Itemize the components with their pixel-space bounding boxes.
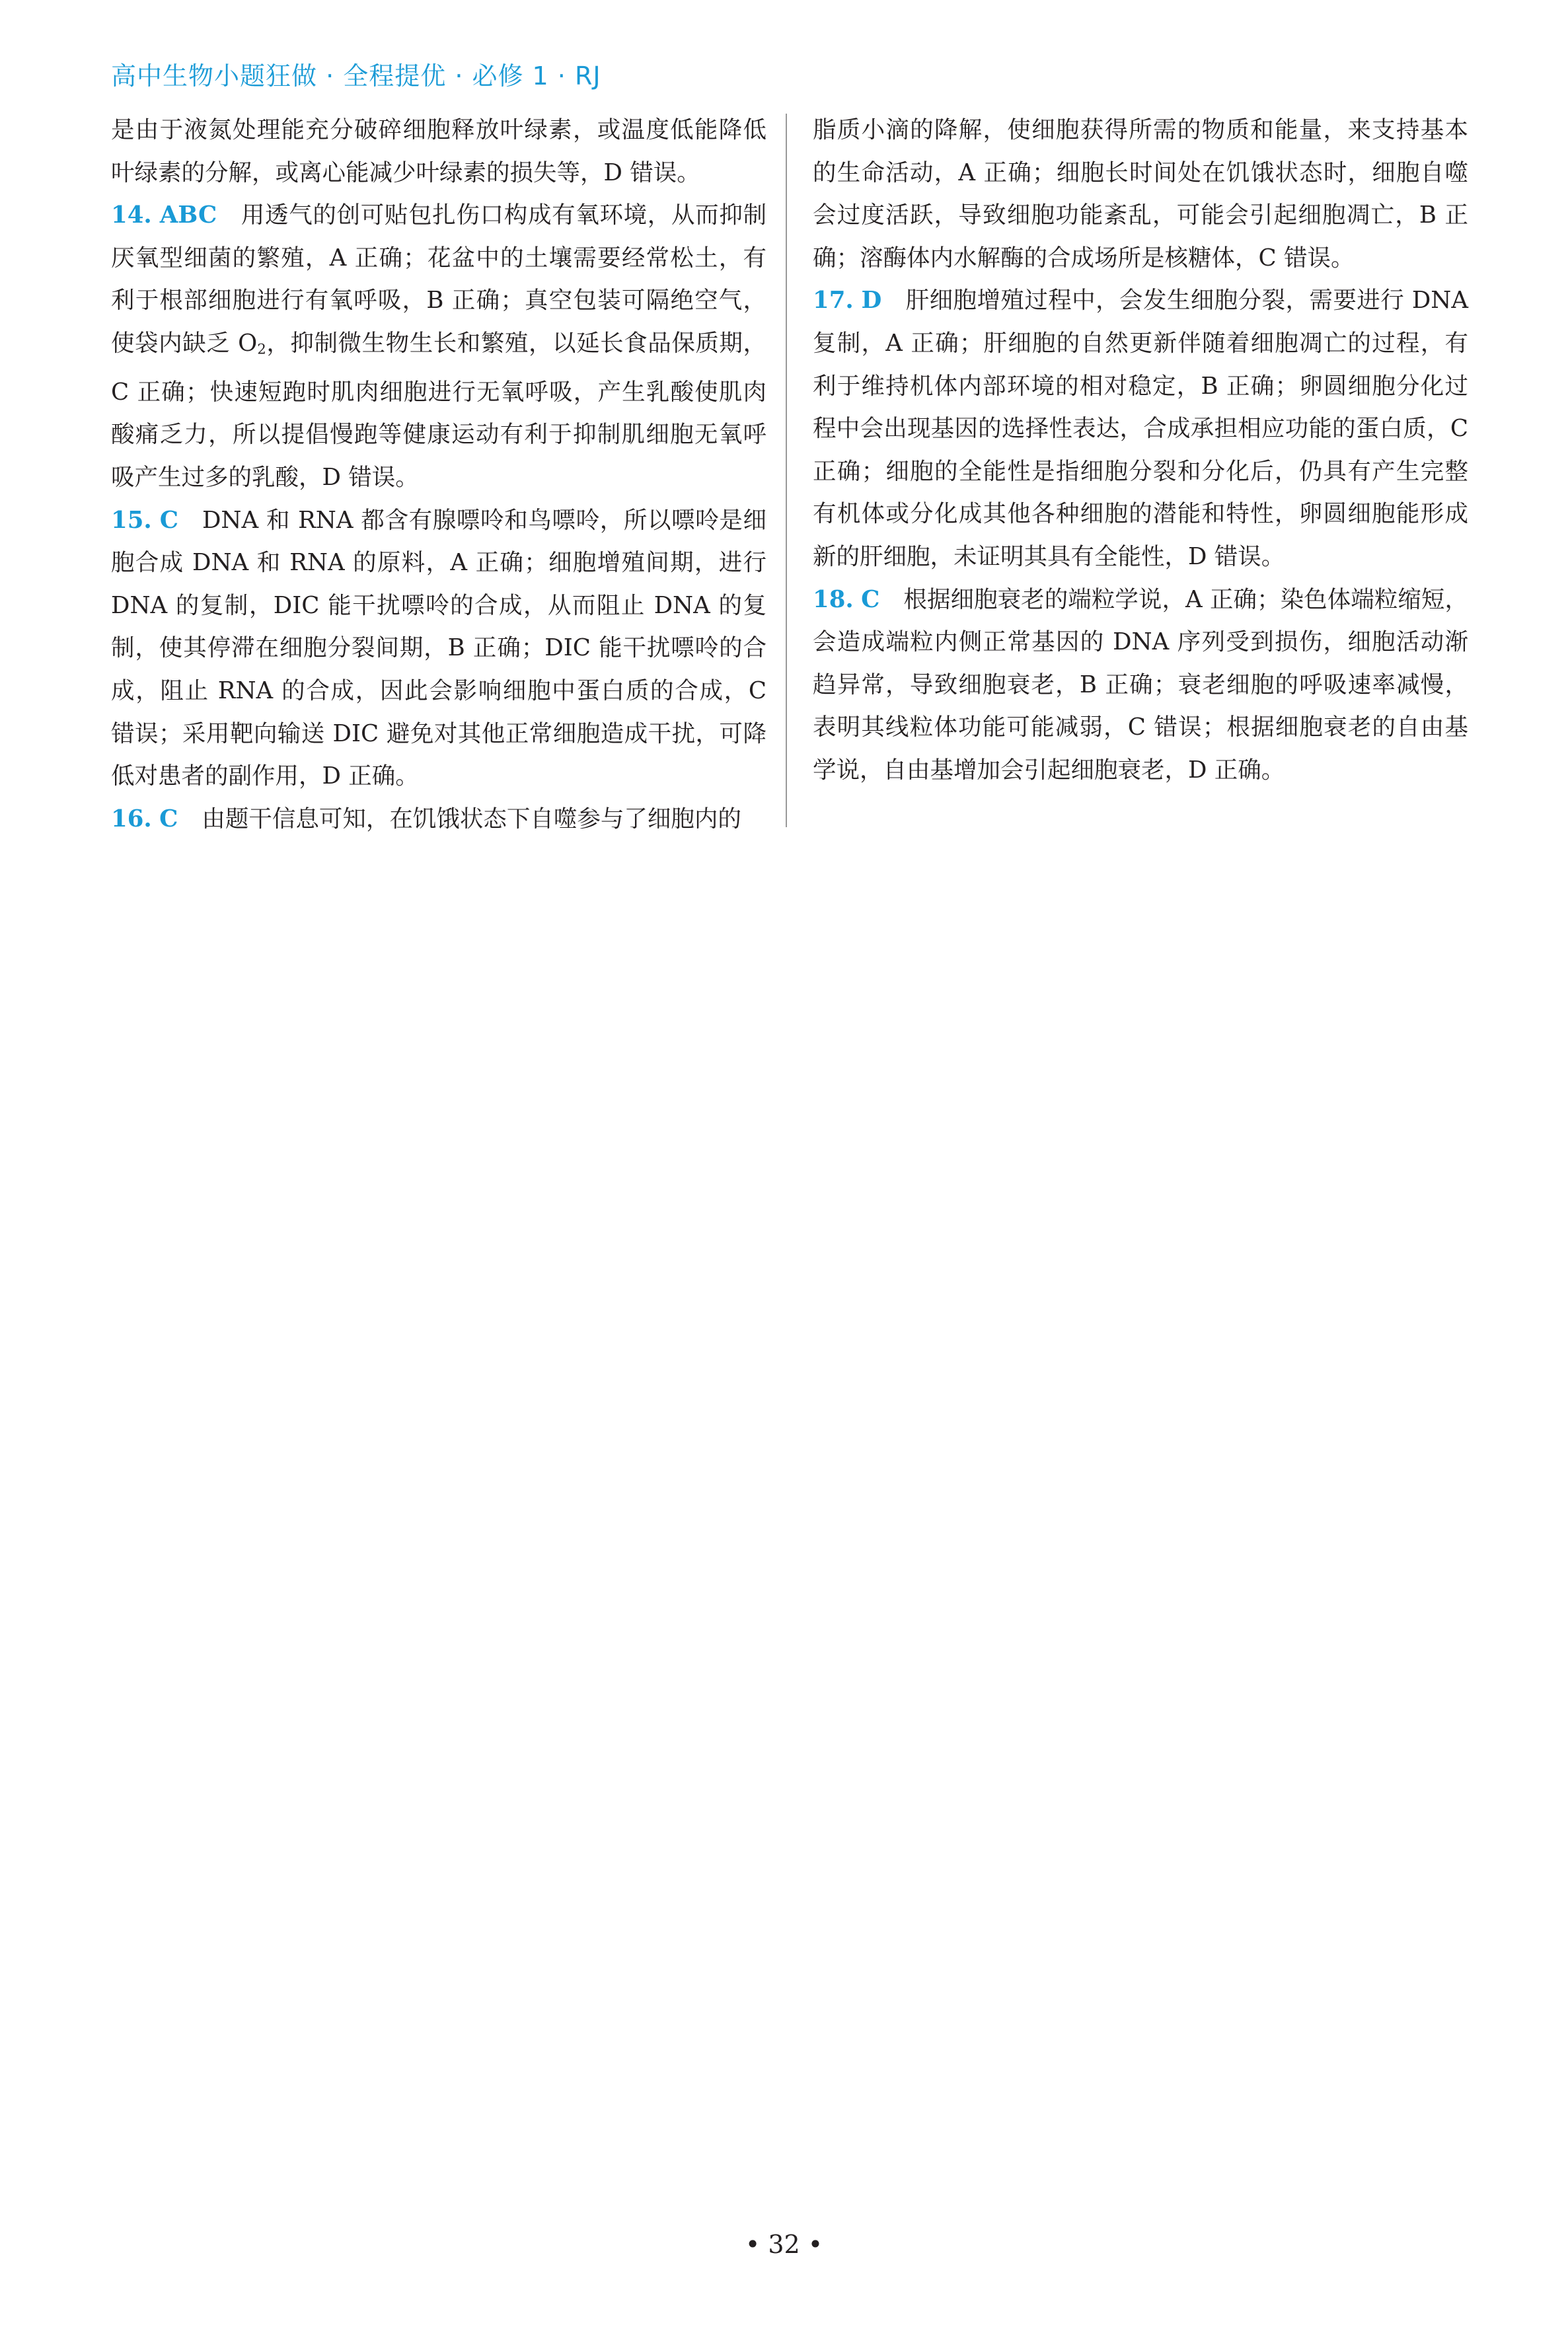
answer-item-14 xyxy=(111,194,766,499)
answer-item-16 xyxy=(111,798,766,841)
subscript: 2 xyxy=(257,341,266,358)
answer-item-18 xyxy=(813,579,1468,792)
answer-key: ABC xyxy=(159,202,217,229)
question-number: 18. xyxy=(813,585,854,613)
answer-item-17 xyxy=(813,279,1468,578)
right-column xyxy=(813,109,1468,792)
explanation-text: 由题干信息可知，在饥饿状态下自噬参与了细胞内的 xyxy=(202,805,741,832)
running-header: 高中生物小题狂做 · 全程提优 · 必修 1 · RJ xyxy=(111,61,601,91)
explanation-text: ，抑制微生物生长和繁殖，以延长食品保质期，C 正确；快速短跑时肌肉细胞进行无氧呼吸，产生乳酸使肌肉酸痛乏力，所以提倡慢跑等健康运动有利于抑制肌细胞无氧呼吸产生过多的乳酸，D 错误。 xyxy=(111,329,766,491)
answer-key: C xyxy=(159,506,178,534)
question-number: 14. xyxy=(111,202,152,229)
left-column xyxy=(111,109,766,840)
explanation-text: 用透气的创可贴包扎伤口构成有氧环境，从而抑制厌氧型细菌的繁殖，A 正确；花盆中的土壤需要经常松土，有利于根部细胞进行有氧呼吸，B 正确；真空包装可隔绝空气，使袋内缺乏 O xyxy=(111,202,766,357)
question-number: 15. xyxy=(111,506,152,534)
question-number: 17. xyxy=(813,287,854,314)
answer-item-15 xyxy=(111,499,766,798)
answer-key: C xyxy=(861,585,880,613)
explanation-text: DNA 和 RNA 都含有腺嘌呤和鸟嘌呤，所以嘌呤是细胞合成 DNA 和 RNA 的原料，A 正确；细胞增殖间期，进行 DNA 的复制，DIC 能干扰嘌呤的合成，从而阻止 DNA 的复制，使其停滞在细胞分裂间期，B 正确；DIC 能干扰嘌呤的合成，阻止 RNA 的合成，因此会影响细胞中蛋白质的合成，C 错误；采用靶向输送 DIC 避免对其他正常细胞造成干扰，可降低对患者的副作用，D 正确。 xyxy=(111,506,766,790)
column-divider xyxy=(786,114,787,827)
page-number: • 32 • xyxy=(745,2230,823,2259)
answer-key: D xyxy=(861,287,882,314)
continuation-text: 脂质小滴的降解，使细胞获得所需的物质和能量，来支持基本的生命活动，A 正确；细胞长时间处在饥饿状态时，细胞自噬会过度活跃，导致细胞功能紊乱，可能会引起细胞凋亡，B 正确；溶酶体内水解酶的合成场所是核糖体，C 错误。 xyxy=(813,116,1468,272)
continuation-text: 是由于液氮处理能充分破碎细胞释放叶绿素，或温度低能降低叶绿素的分解，或离心能减少叶绿素的损失等，D 错误。 xyxy=(111,116,766,186)
explanation-text: 肝细胞增殖过程中，会发生细胞分裂，需要进行 DNA 复制，A 正确；肝细胞的自然更新伴随着细胞凋亡的过程，有利于维持机体内部环境的相对稳定，B 正确；卵圆细胞分化过程中会出现基因的选择性表达，合成承担相应功能的蛋白质，C 正确；细胞的全能性是指细胞分裂和分化后，仍具有产生完整有机体或分化成其他各种细胞的潜能和特性，卵圆细胞能形成新的肝细胞，未证明其具有全能性，D 错误。 xyxy=(813,287,1468,570)
answer-key: C xyxy=(159,805,178,832)
question-number: 16. xyxy=(111,805,152,832)
explanation-text: 根据细胞衰老的端粒学说，A 正确；染色体端粒缩短，会造成端粒内侧正常基因的 DNA 序列受到损伤，细胞活动渐趋异常，导致细胞衰老，B 正确；衰老细胞的呼吸速率减慢，表明其线粒体功能可能减弱，C 错误；根据细胞衰老的自由基学说，自由基增加会引起细胞衰老，D 正确。 xyxy=(813,585,1468,784)
